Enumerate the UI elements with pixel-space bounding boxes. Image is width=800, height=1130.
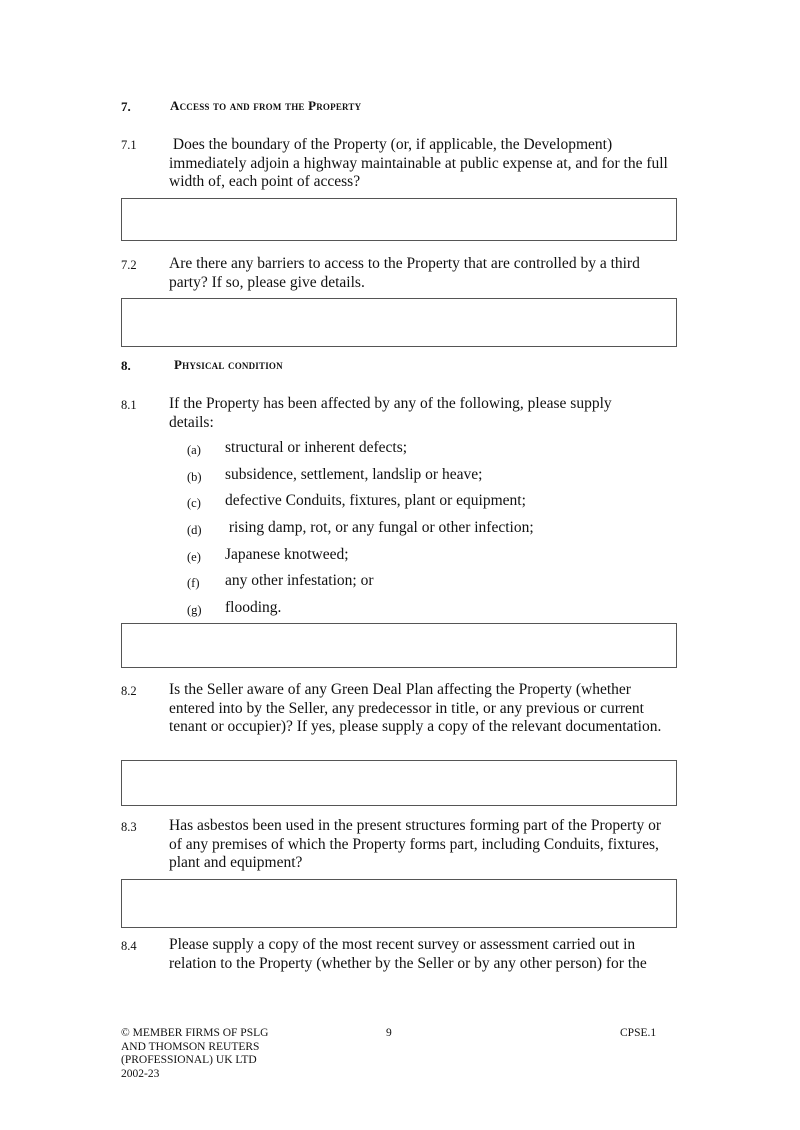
list-item-letter: (e) (187, 550, 201, 564)
question-8-4-number: 8.4 (121, 939, 137, 953)
list-item-letter: (g) (187, 603, 202, 617)
list-item-text: flooding. (225, 599, 282, 616)
question-8-2-text: Is the Seller aware of any Green Deal Plan affecting the Property (whether entered into by the Seller, any predecessor in title, or any previous or current tenant or occupier)? If yes, please supply a copy of the relevant documentation. (169, 681, 662, 735)
list-item-text: subsidence, settlement, landslip or heave; (225, 466, 483, 483)
answer-box-7-1[interactable] (121, 198, 677, 241)
question-8-3-number: 8.3 (121, 820, 137, 834)
section-8-number: 8. (121, 358, 131, 373)
list-item-text: defective Conduits, fixtures, plant or equipment; (225, 492, 526, 509)
list-item-letter: (b) (187, 470, 202, 484)
answer-box-8-1[interactable] (121, 623, 677, 668)
question-8-3-text: Has asbestos been used in the present structures forming part of the Property or of any premises of which the Property forms part, including Conduits, fixtures, plant and equipment? (169, 817, 661, 871)
question-7-1-text: Does the boundary of the Property (or, if applicable, the Development) immediately adjoin a highway maintainable at public expense at, and for the full width of, each point of access? (169, 136, 672, 190)
answer-box-7-2[interactable] (121, 298, 677, 347)
list-item-text: structural or inherent defects; (225, 439, 408, 456)
question-7-2-number: 7.2 (121, 258, 137, 272)
question-8-1-text: If the Property has been affected by any of the following, please supply details: (169, 395, 612, 431)
list-item-letter: (d) (187, 523, 202, 537)
question-8-4-text: Please supply a copy of the most recent survey or assessment carried out in relation to the Property (whether by the Seller or by any other person) for the (169, 936, 647, 972)
question-7-2-text: Are there any barriers to access to the Property that are controlled by a third party? If so, please give details. (169, 255, 640, 291)
answer-box-8-2[interactable] (121, 760, 677, 806)
list-item-letter: (f) (187, 576, 200, 590)
list-item-text: any other infestation; or (225, 572, 374, 589)
list-item-letter: (a) (187, 443, 201, 457)
section-7-title: Access to and from the Property (170, 98, 362, 113)
section-7-number: 7. (121, 99, 131, 114)
list-item-text: Japanese knotweed; (225, 546, 349, 563)
footer-copyright: © MEMBER FIRMS OF PSLG AND THOMSON REUTERS (PROFESSIONAL) UK LTD 2002-23 (121, 1027, 269, 1080)
question-8-2-number: 8.2 (121, 684, 137, 698)
footer-page-number: 9 (386, 1027, 392, 1039)
section-8-title: Physical condition (174, 357, 283, 372)
answer-box-8-3[interactable] (121, 879, 677, 928)
list-item-text: rising damp, rot, or any fungal or other infection; (225, 519, 534, 536)
question-8-1-number: 8.1 (121, 398, 137, 412)
footer-form-code: CPSE.1 (620, 1027, 657, 1039)
question-7-1-number: 7.1 (121, 138, 137, 152)
list-item-letter: (c) (187, 496, 201, 510)
